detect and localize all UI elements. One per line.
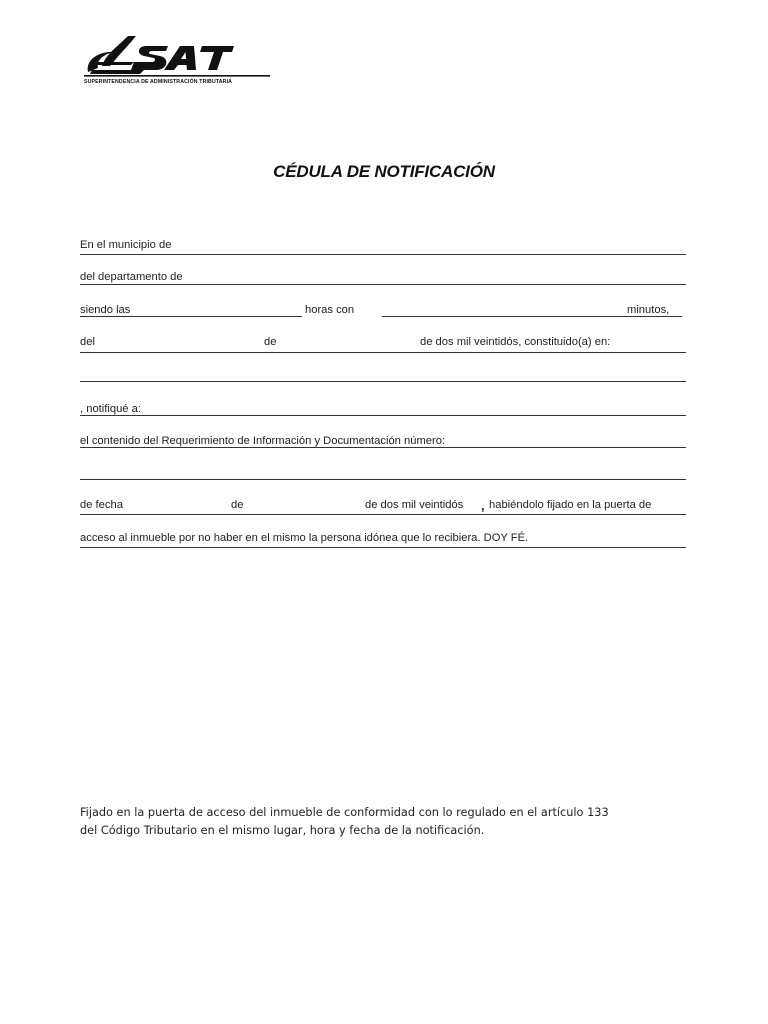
contenido-label: el contenido del Requerimiento de Información y Documentación número: xyxy=(80,435,446,447)
horas-line[interactable] xyxy=(80,316,302,317)
page-title: CÉDULA DE NOTIFICACIÓN xyxy=(273,162,495,181)
footer-line-1: Fijado en la puerta de acceso del inmueble de conformidad con lo regulado en el artículo 133 xyxy=(80,806,609,819)
acceso-label: acceso al inmueble por no haber en el mismo la persona idónea que lo recibiera. DOY FÉ. xyxy=(80,532,529,544)
numero-line[interactable] xyxy=(80,479,383,480)
footer-note xyxy=(80,804,700,840)
direccion-line[interactable] xyxy=(80,381,686,382)
fecha-detalle-line[interactable] xyxy=(80,514,686,515)
numero-line-right[interactable] xyxy=(383,479,686,480)
municipio-label: En el municipio de xyxy=(80,239,172,251)
minutos-label: minutos, xyxy=(627,304,670,316)
departamento-line[interactable] xyxy=(80,284,686,285)
sat-tagline: SUPERINTENDENCIA DE ADMINISTRACIÓN TRIBUTARIA xyxy=(84,79,233,85)
fecha-label: de fecha xyxy=(80,499,123,511)
de-label: de xyxy=(264,336,277,348)
footer-line-2: del Código Tributario en el mismo lugar, hora y fecha de la notificación. xyxy=(80,824,485,837)
contenido-line[interactable] xyxy=(80,447,686,448)
habiendolo-label: habiéndolo fijado en la puerta de xyxy=(489,499,652,511)
horas-label: horas con xyxy=(305,304,355,316)
municipio-line[interactable] xyxy=(80,254,686,255)
fecha-de-label: de xyxy=(231,499,244,511)
notifique-line[interactable] xyxy=(80,415,686,416)
fecha-dos-mil-label: de dos mil veintidós xyxy=(365,499,464,511)
fecha-line[interactable] xyxy=(80,352,686,353)
siendo-label: siendo las xyxy=(80,304,131,316)
acceso-line xyxy=(80,547,686,548)
del-label: del xyxy=(80,336,95,348)
departamento-label: del departamento de xyxy=(80,271,183,283)
dos-mil-label: de dos mil veintidós, constituido(a) en: xyxy=(420,336,611,348)
fecha-comma: , xyxy=(481,498,485,513)
notifique-label: , notifiqué a: xyxy=(80,403,141,415)
sat-logo-graphic xyxy=(84,32,270,78)
